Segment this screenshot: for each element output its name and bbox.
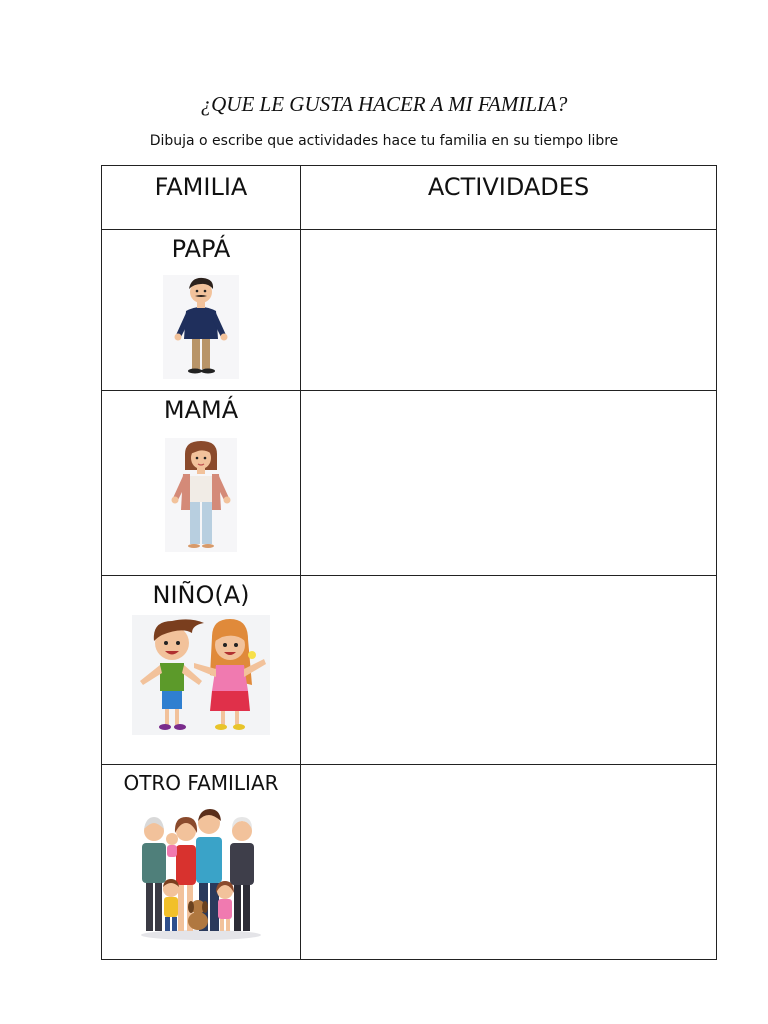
table-row [102, 765, 717, 960]
activities-cell-otro-familiar[interactable] [301, 765, 717, 960]
table-row [102, 230, 717, 391]
member-cell-mama [102, 391, 301, 576]
activities-cell-mama[interactable] [301, 391, 717, 576]
header-actividades: ACTIVIDADES [301, 166, 717, 230]
father-illustration [161, 273, 241, 381]
activities-cell-papa[interactable] [301, 230, 717, 391]
table-header-row [102, 166, 717, 230]
member-cell-nino [102, 576, 301, 765]
activities-cell-nino[interactable] [301, 576, 717, 765]
header-familia: FAMILIA [102, 166, 301, 230]
children-illustration [132, 615, 270, 735]
member-cell-papa [102, 230, 301, 391]
worksheet-instructions: Dibuja o escribe que actividades hace tu familia en su tiempo libre [149, 133, 619, 149]
member-label: MAMÁ [163, 396, 239, 424]
extended-family-illustration [136, 803, 266, 943]
member-label: PAPÁ [171, 235, 231, 263]
family-activities-table [101, 165, 717, 960]
table-row [102, 576, 717, 765]
member-label: OTRO FAMILIAR [123, 771, 279, 795]
mother-illustration [163, 436, 239, 554]
member-cell-otro-familiar [102, 765, 301, 960]
worksheet-title: ¿QUE LE GUSTA HACER A MI FAMILIA? [200, 92, 568, 116]
table-row [102, 391, 717, 576]
member-label: NIÑO(A) [152, 581, 250, 609]
